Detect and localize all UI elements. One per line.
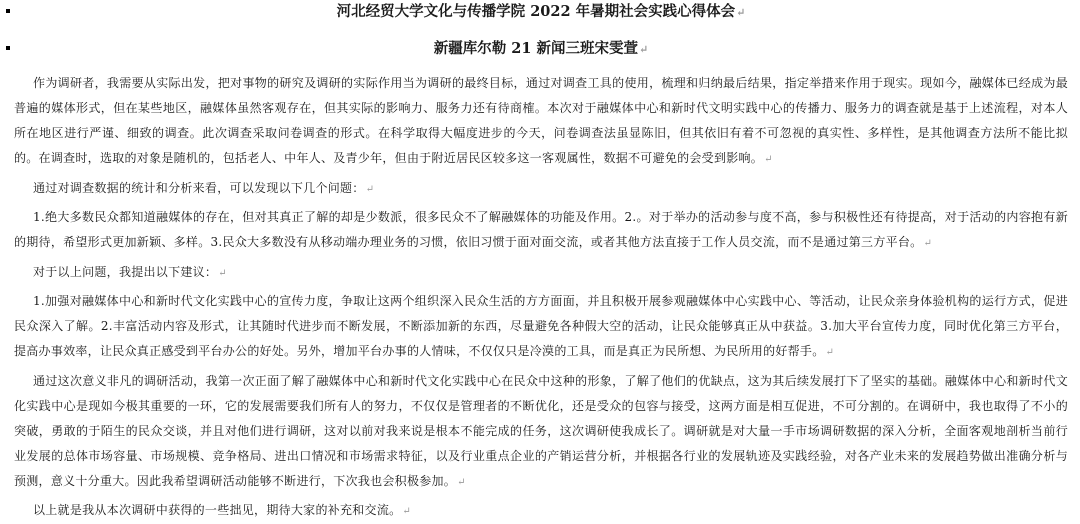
body-paragraph-4 — [14, 260, 1068, 286]
body-paragraph-5 — [14, 289, 1068, 365]
paragraph-mark-icon: ↵ — [218, 267, 227, 279]
paragraph-text: 1.加强对融媒体中心和新时代文化实践中心的宣传力度，争取让这两个组织深入民众生活的方方面面，并且积极开展参观融媒体中心实践中心、等活动，让民众亲身体验机构的运行方式，促进民众深入了解。2.丰富活动内容及形式，让其随时代进步而不断发展，不断添加新的东西，尽量避免各种假大空的活动，让民众能够真正从中获益。3.加大平台宣传力度，同时优化第三方平台，提高办事效率，让民众真正感受到平台办公的好处。另外，增加平台办事的人情味，不仅仅只是冷漠的工具，而是真正为民所想、为民所用的好帮手。 — [14, 294, 1068, 358]
title-text: 河北经贸大学文化与传播学院 2022 年暑期社会实践心得体会 — [336, 3, 736, 20]
paragraph-mark-icon: ↵ — [402, 506, 412, 517]
paragraph-mark-icon: ↵ — [923, 238, 933, 249]
paragraph-mark-icon: ↵ — [457, 476, 466, 488]
author-text: 新疆库尔勒 21 新闻三班宋雯萱 — [433, 40, 639, 57]
body-paragraph-7 — [14, 498, 1068, 524]
body-paragraph-6 — [14, 369, 1068, 495]
body-paragraph-1 — [14, 71, 1068, 172]
document-title — [14, 0, 1068, 24]
author-line — [14, 37, 1068, 61]
paragraph-mark-icon: ↵ — [365, 183, 375, 195]
paragraph-text: 对于以上问题，我提出以下建议： — [33, 264, 218, 279]
bullet-marker — [6, 9, 10, 13]
paragraph-text: 以上就是我从本次调研中获得的一些拙见，期待大家的补充和交流。 — [33, 503, 402, 517]
paragraph-mark-icon: ↵ — [825, 347, 835, 358]
paragraph-mark-icon: ↵ — [764, 154, 773, 165]
paragraph-mark-icon: ↵ — [736, 6, 746, 19]
bullet-marker — [6, 46, 10, 50]
body-paragraph-3 — [14, 205, 1068, 256]
paragraph-text: 通过对调查数据的统计和分析来看，可以发现以下几个问题： — [33, 180, 365, 195]
paragraph-text: 通过这次意义非凡的调研活动，我第一次正面了解了融媒体中心和新时代文化实践中心在民众中这种的形象，了解了他们的优缺点，这为其后续发展打下了坚实的基础。融媒体中心和新时代文化实践中心是现如今极其重要的一环，它的发展需要我们所有人的努力，不仅仅是管理者的不断优化，还是受众的包容与接受，这两方面是相互促进，不可分割的。在调研中，我也取得了不小的突破，勇敢的于陌生的民众交谈，并且对他们进行调研，这对以前对我来说是根本不能完成的任务，这次调研使我成长了。调研就是对大量一手市场调研数据的深入分析，全面客观地剖析当前行业发展的总体市场容量、市场规模、竞争格局、进出口情况和市场需求特征，以及行业重点企业的产销运营分析，并根据各行业的发展轨迹及实践经验，对各产业未来的发展趋势做出准确分析与预测，意义十分重大。因此我希望调研活动能够不断进行，下次我也会积极参加。 — [14, 373, 1068, 488]
paragraph-text: 1.绝大多数民众都知道融媒体的存在，但对其真正了解的却是少数派，很多民众不了解融媒体的功能及作用。2.。对于举办的活动参与度不高，参与积极性还有待提高，对于活动的内容抱有新的期待，希望形式更加新颖、多样。3.民众大多数没有从移动端办理业务的习惯，依旧习惯于面对面交流，或者其他方法直接于工作人员交流，而不是通过第三方平台。 — [14, 210, 1068, 249]
paragraph-mark-icon: ↵ — [639, 43, 649, 56]
body-paragraph-2 — [14, 176, 1068, 202]
paragraph-text: 作为调研者，我需要从实际出发，把对事物的研究及调研的实际作用当为调研的最终目标，通过对调查工具的使用，梳理和归纳最后结果，指定举措来作用于现实。现如今，融媒体已经成为最普遍的媒体形式，但在某些地区，融媒体虽然客观存在，但其实际的影响力、服务力还有待商榷。本次对于融媒体中心和新时代文明实践中心的传播力、服务力的调查就是基于上述流程，对本人所在地区进行严谨、细致的调查。此次调查采取问卷调查的形式。在科学取得大幅度进步的今天，问卷调查法虽显陈旧，但其依旧有着不可忽视的真实性、多样性，是其他调查方法所不能比拟的。在调查时，选取的对象是随机的，包括老人、中年人、及青少年，但由于附近居民区较多这一客观属性，数据不可避免的会受到影响。 — [14, 76, 1068, 165]
